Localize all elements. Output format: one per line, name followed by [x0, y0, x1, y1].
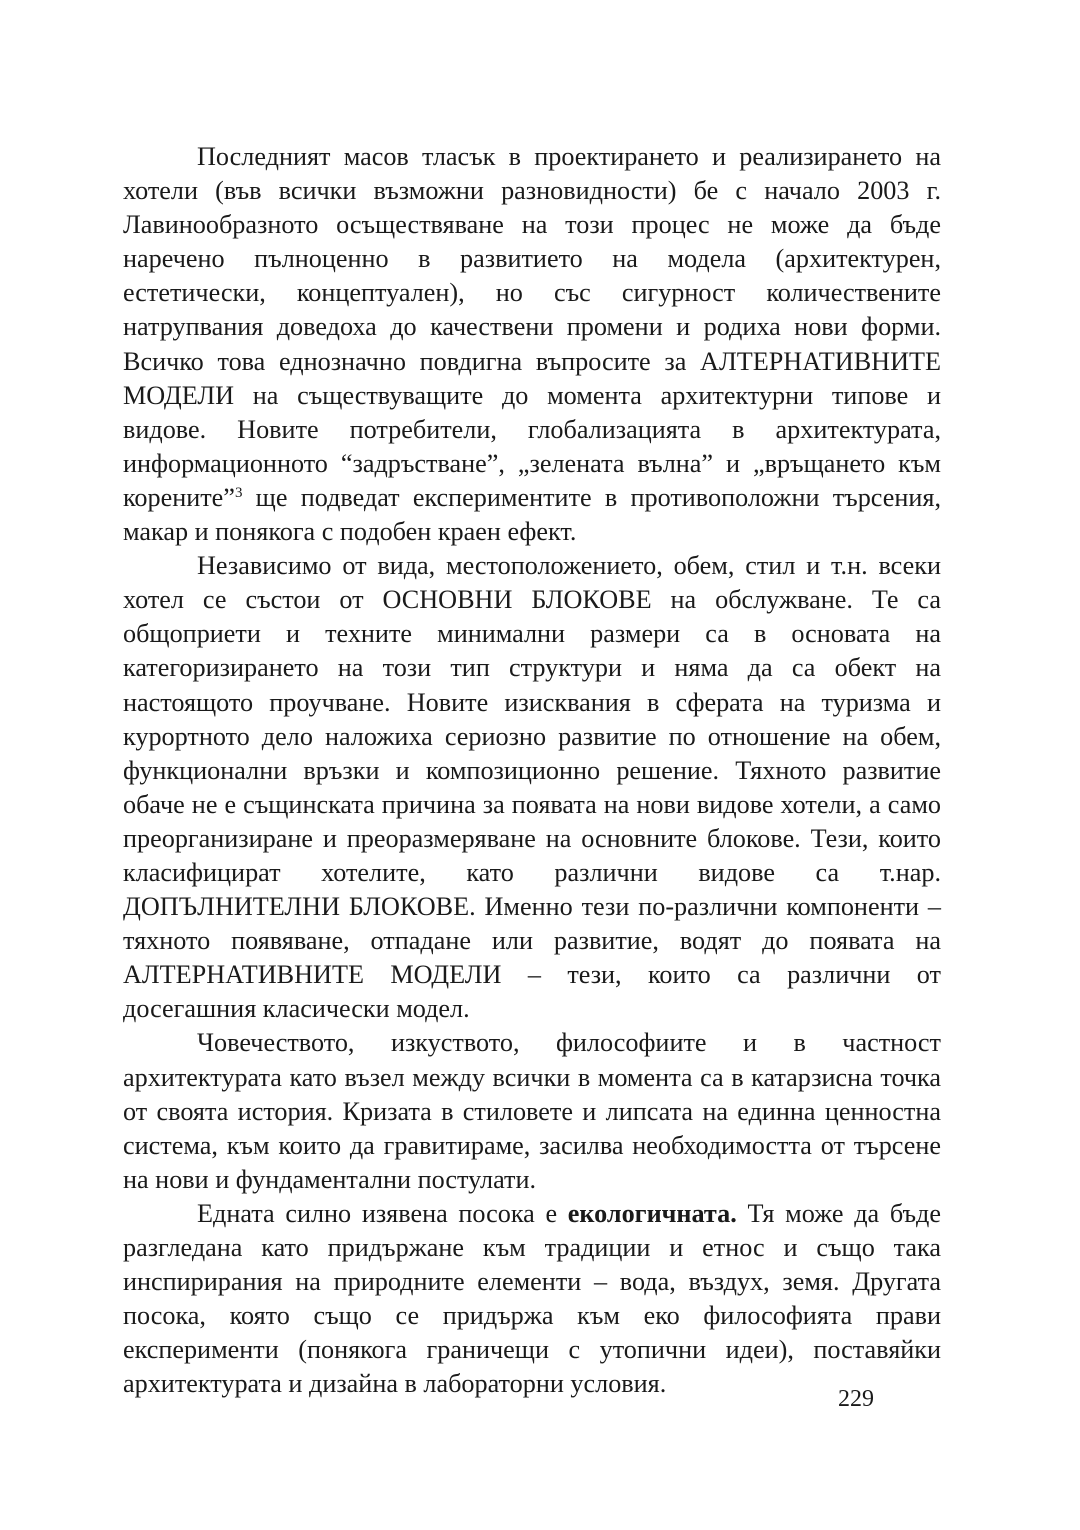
paragraph-4-text-start: Едната силно изявена посока е — [197, 1198, 568, 1228]
body-text — [123, 140, 941, 1401]
paragraph-2: Независимо от вида, местоположението, обем, стил и т.н. всеки хотел се състои от ОСНОВНИ БЛОКОВЕ на обслужване. Те са общоприети и техните минимални размери са в основата на категоризирането на този тип структури и няма да са обект на настоящото проучване. Новите изисквания в сферата на туризма и курортното дело наложиха сериозно развитие по отношение на обем, функционални връзки и композиционно решение. Тяхното развитие обаче не е същинската причина за появата на нови видове хотели, а само преорганизиране и преоразмеряване на основните блокове. Тези, които класифицират хотелите, като различни видове са т.нар. ДОПЪЛНИТЕЛНИ БЛОКОВЕ. Именно тези по-различни компоненти – тяхното появяване, отпадане или развитие, водят до появата на АЛТЕРНАТИВНИТЕ МОДЕЛИ – тези, които са различни от досегашния класически модел. — [123, 551, 941, 1024]
page-number: 229 — [838, 1386, 874, 1412]
paragraph-1-text: Последният масов тласък в проектирането и реализирането на хотели (във всички възможни разновидности) бе с начало 2003 г. Лавинообразното осъществяване на този процес не може да бъде наречено пълноценно в развитието на модела (архитектурен, естетически, концептуален), но със сигурност количествените натрупвания доведоха до качествени промени и родиха нови форми. Всичко това еднозначно повдигна въпросите за АЛТЕРНАТИВНИТЕ МОДЕЛИ на съществуващите до момента архитектурни типове и видове. Новите потребители, глобализацията в архитектурата, информационното “задръстване”, „зелената вълна” и „връщането към корените” — [123, 142, 941, 512]
paragraph-3: Човечеството, изкуството, философиите и в частност архитектурата като възел между всички в момента са в катарзисна точка от своята история. Кризата в стиловете и липсата на единна ценностна система, към които да гравитираме, засилва необходимостта от търсене на нови и фундаментални постулати. — [123, 1028, 941, 1194]
paragraph-1 — [123, 140, 941, 549]
bold-term: екологичната. — [567, 1198, 737, 1228]
paragraph-4 — [123, 1197, 941, 1402]
footnote-marker: 3 — [234, 484, 243, 501]
paragraph-4-text-end: Тя може да бъде разгледана като придържане към традиции и етнос и също така инспирирания на природните елементи – вода, въздух, земя. Другата посока, която също се придържа към еко философията прави експерименти (понякога граничещи с утопични идеи), поставяйки архитектурата и дизайна в лабораторни условия. — [123, 1198, 941, 1399]
paragraph-1-text-continued: ще подведат експериментите в противоположни търсения, макар и понякога с подобен краен ефект. — [123, 482, 941, 547]
